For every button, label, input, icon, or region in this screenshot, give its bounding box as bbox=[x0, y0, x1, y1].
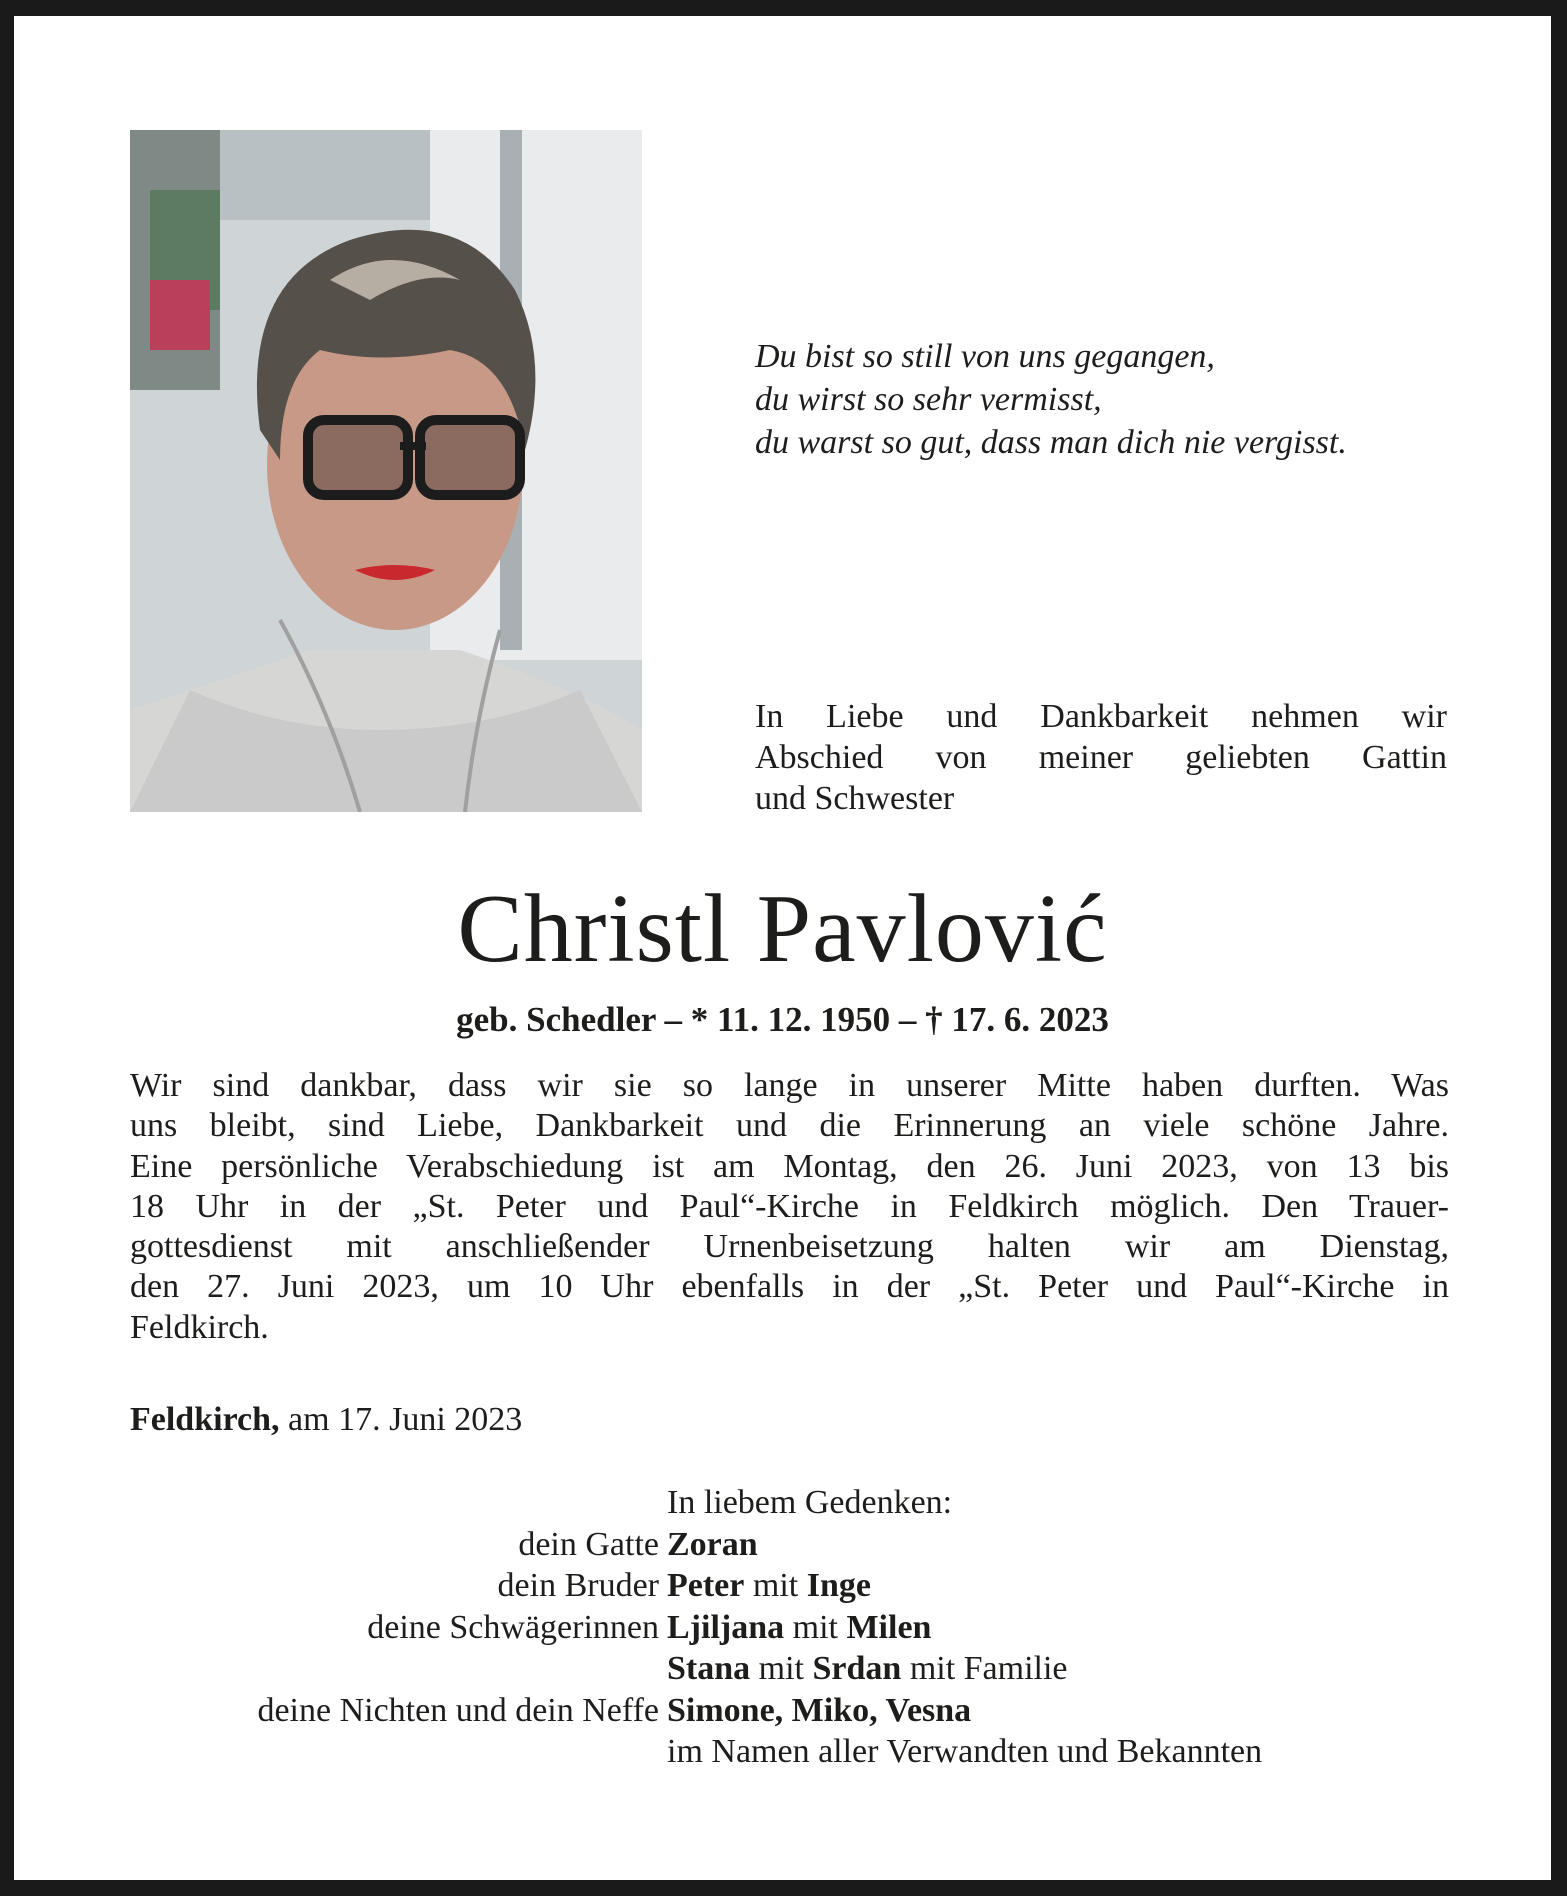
mourner-name: Simone, Miko, Vesna bbox=[667, 1691, 972, 1729]
relation: dein Gatte bbox=[518, 1525, 659, 1563]
mourner-row bbox=[130, 1524, 1530, 1566]
mourner-row bbox=[130, 1690, 1530, 1732]
mourners-heading: In liebem Gedenken: bbox=[667, 1484, 953, 1521]
body-line: den 27. Juni 2023, um 10 Uhr ebenfalls in der „St. Peter und Paul“-Kirche in bbox=[130, 1268, 1449, 1306]
birth-death-dates: geb. Schedler – * 11. 12. 1950 – † 17. 6. 2023 bbox=[456, 1000, 1109, 1039]
body-line: Eine persönliche Verabschiedung ist am Montag, den 26. Juni 2023, von 13 bis bbox=[130, 1147, 1449, 1185]
intro-line: und Schwester bbox=[755, 780, 955, 817]
announcement-text bbox=[130, 1066, 1449, 1348]
mourners-list bbox=[130, 1482, 1530, 1773]
connector: mit bbox=[744, 1567, 807, 1604]
mourner-row bbox=[130, 1648, 1530, 1690]
mourner-row bbox=[130, 1607, 1530, 1649]
obituary-page bbox=[14, 16, 1551, 1880]
body-line: uns bleibt, sind Liebe, Dankbarkeit und die Erinnerung an viele schöne Jahre. bbox=[130, 1107, 1449, 1145]
body-line: Wir sind dankbar, dass wir sie so lange in unserer Mitte haben durften. Was bbox=[130, 1067, 1449, 1104]
place: Feldkirch, bbox=[130, 1401, 280, 1438]
portrait-image bbox=[130, 130, 642, 812]
connector: mit bbox=[784, 1608, 847, 1646]
relation bbox=[130, 1648, 667, 1690]
mourner-row bbox=[130, 1565, 1530, 1607]
mourner-name: Srdan bbox=[812, 1650, 902, 1687]
poem-line: Du bist so still von uns gegangen, bbox=[755, 338, 1215, 375]
relation: dein Bruder bbox=[497, 1567, 659, 1604]
relation: deine Schwägerinnen bbox=[367, 1608, 659, 1646]
mourners-closing-row bbox=[130, 1731, 1530, 1773]
body-line: 18 Uhr in der „St. Peter und Paul“-Kirche in Feldkirch möglich. Den Trauer- bbox=[130, 1187, 1449, 1225]
date: am 17. Juni 2023 bbox=[288, 1401, 523, 1438]
farewell-intro bbox=[755, 696, 1447, 819]
poem-line: du wirst so sehr vermisst, bbox=[755, 381, 1102, 418]
suffix: mit Familie bbox=[901, 1650, 1068, 1687]
intro-line: Abschied von meiner geliebten Gattin bbox=[755, 739, 1447, 776]
intro-line: In Liebe und Dankbarkeit nehmen wir bbox=[755, 698, 1447, 735]
mourners-closing: im Namen aller Verwandten und Bekannten bbox=[667, 1733, 1263, 1770]
relation: deine Nichten und dein Neffe bbox=[257, 1691, 659, 1729]
place-and-date bbox=[130, 1399, 522, 1441]
mourner-name: Inge bbox=[806, 1567, 871, 1604]
body-line: Feldkirch. bbox=[130, 1308, 269, 1346]
mourner-name: Milen bbox=[846, 1608, 932, 1646]
body-line: gottesdienst mit anschließender Urnenbeisetzung halten wir am Dienstag, bbox=[130, 1228, 1449, 1266]
mourner-name: Peter bbox=[667, 1567, 745, 1604]
mourners-heading-row bbox=[130, 1482, 1530, 1524]
mourner-name: Stana bbox=[667, 1650, 751, 1687]
mourner-name: Zoran bbox=[667, 1525, 758, 1563]
poem-line: du warst so gut, dass man dich nie vergisst. bbox=[755, 424, 1347, 461]
memorial-poem bbox=[755, 335, 1495, 464]
connector: mit bbox=[750, 1650, 813, 1687]
portrait-photo bbox=[130, 130, 642, 812]
mourner-name: Ljiljana bbox=[667, 1608, 785, 1646]
deceased-name: Christl Pavlović bbox=[457, 875, 1108, 983]
